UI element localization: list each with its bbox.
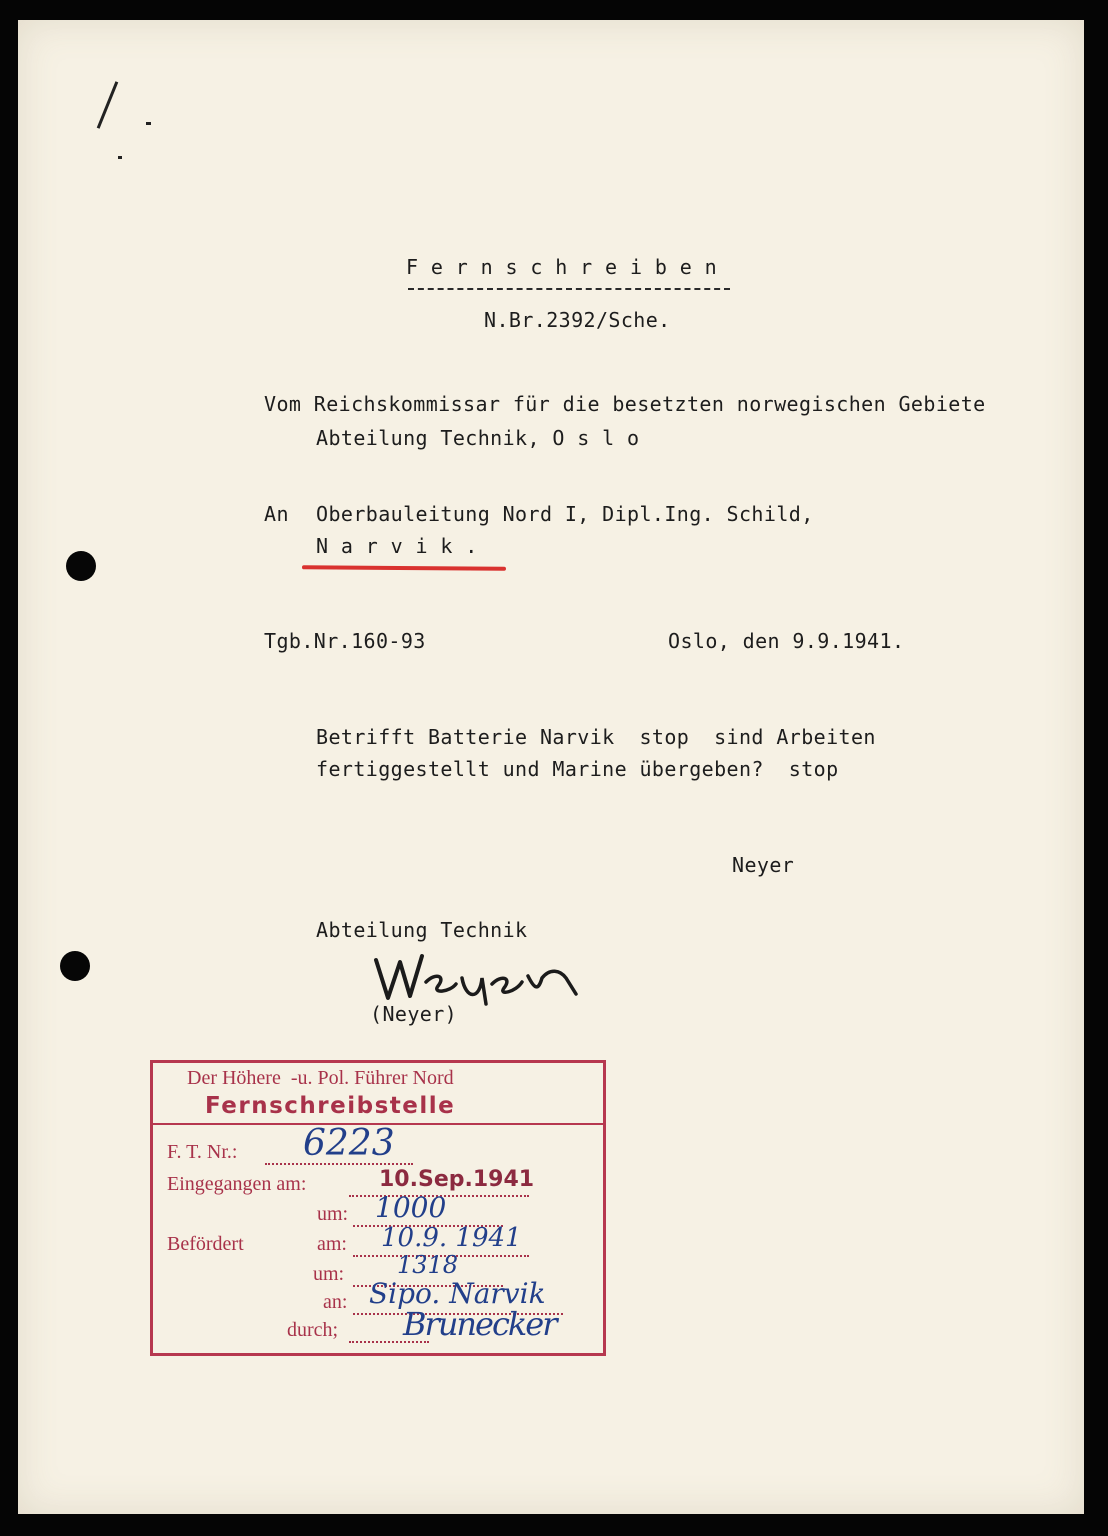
stamp-received-date: 10.Sep.1941 [379,1167,535,1192]
stamp-forwarded-time-label: um: [313,1263,345,1285]
stamp-forwarded-label: Befördert [167,1233,244,1255]
stamp-by-value: Brunecker [403,1305,556,1343]
handwritten-signature [370,948,590,1006]
stamp-office: Fernschreibstelle [205,1093,456,1119]
place-date: Oslo, den 9.9.1941. [668,629,905,653]
pencil-mark [97,81,119,128]
stamp-forwarded-date-label: am: [317,1233,347,1255]
pencil-mark-dot [146,122,151,125]
stamp-received-time-label: um: [317,1203,349,1225]
document-title: F e r n s c h r e i b e n [406,255,718,279]
stamp-ft-label: F. T. Nr.: [167,1141,238,1163]
letter-page [18,20,1084,1514]
punch-hole-top [66,551,96,581]
title-underline [408,288,730,290]
typed-signature: (Neyer) [370,1002,458,1026]
stamp-by-label: durch; [287,1319,339,1341]
stamp-forwarded-date: 10.9. 1941 [381,1223,522,1253]
stamp-header: Der Höhere -u. Pol. Führer Nord [187,1067,454,1089]
body-line-1: Betrifft Batterie Narvik stop sind Arbeiten [316,725,876,749]
sender-line-1: Vom Reichskommissar für die besetzten norwegischen Gebiete [264,392,986,416]
recipient-line-1: Oberbauleitung Nord I, Dipl.Ing. Schild, [316,502,814,526]
stamp-received-label: Eingegangen am: [167,1173,307,1195]
stamp-received-time: 1000 [375,1191,447,1224]
receipt-stamp [150,1060,606,1356]
body-line-2: fertiggestellt und Marine übergeben? stop [316,757,839,781]
stamp-forwarded-to: Sipo. Narvik [369,1277,546,1310]
reference-number: N.Br.2392/Sche. [484,308,671,332]
red-underline [302,565,506,570]
sender-line-2: Abteilung Technik, O s l o [316,426,640,450]
recipient-line-2: N a r v i k . [316,534,478,558]
sender-name: Neyer [732,853,795,877]
diary-number: Tgb.Nr.160-93 [264,629,426,653]
stamp-ft-value: 6223 [303,1123,395,1164]
recipient-prefix: An [264,502,289,526]
punch-hole-bottom [60,951,90,981]
stamp-forwarded-to-label: an: [323,1291,348,1313]
stamp-forwarded-time: 1318 [397,1251,459,1279]
pencil-mark-dot [118,156,122,159]
department-name: Abteilung Technik [316,918,528,942]
